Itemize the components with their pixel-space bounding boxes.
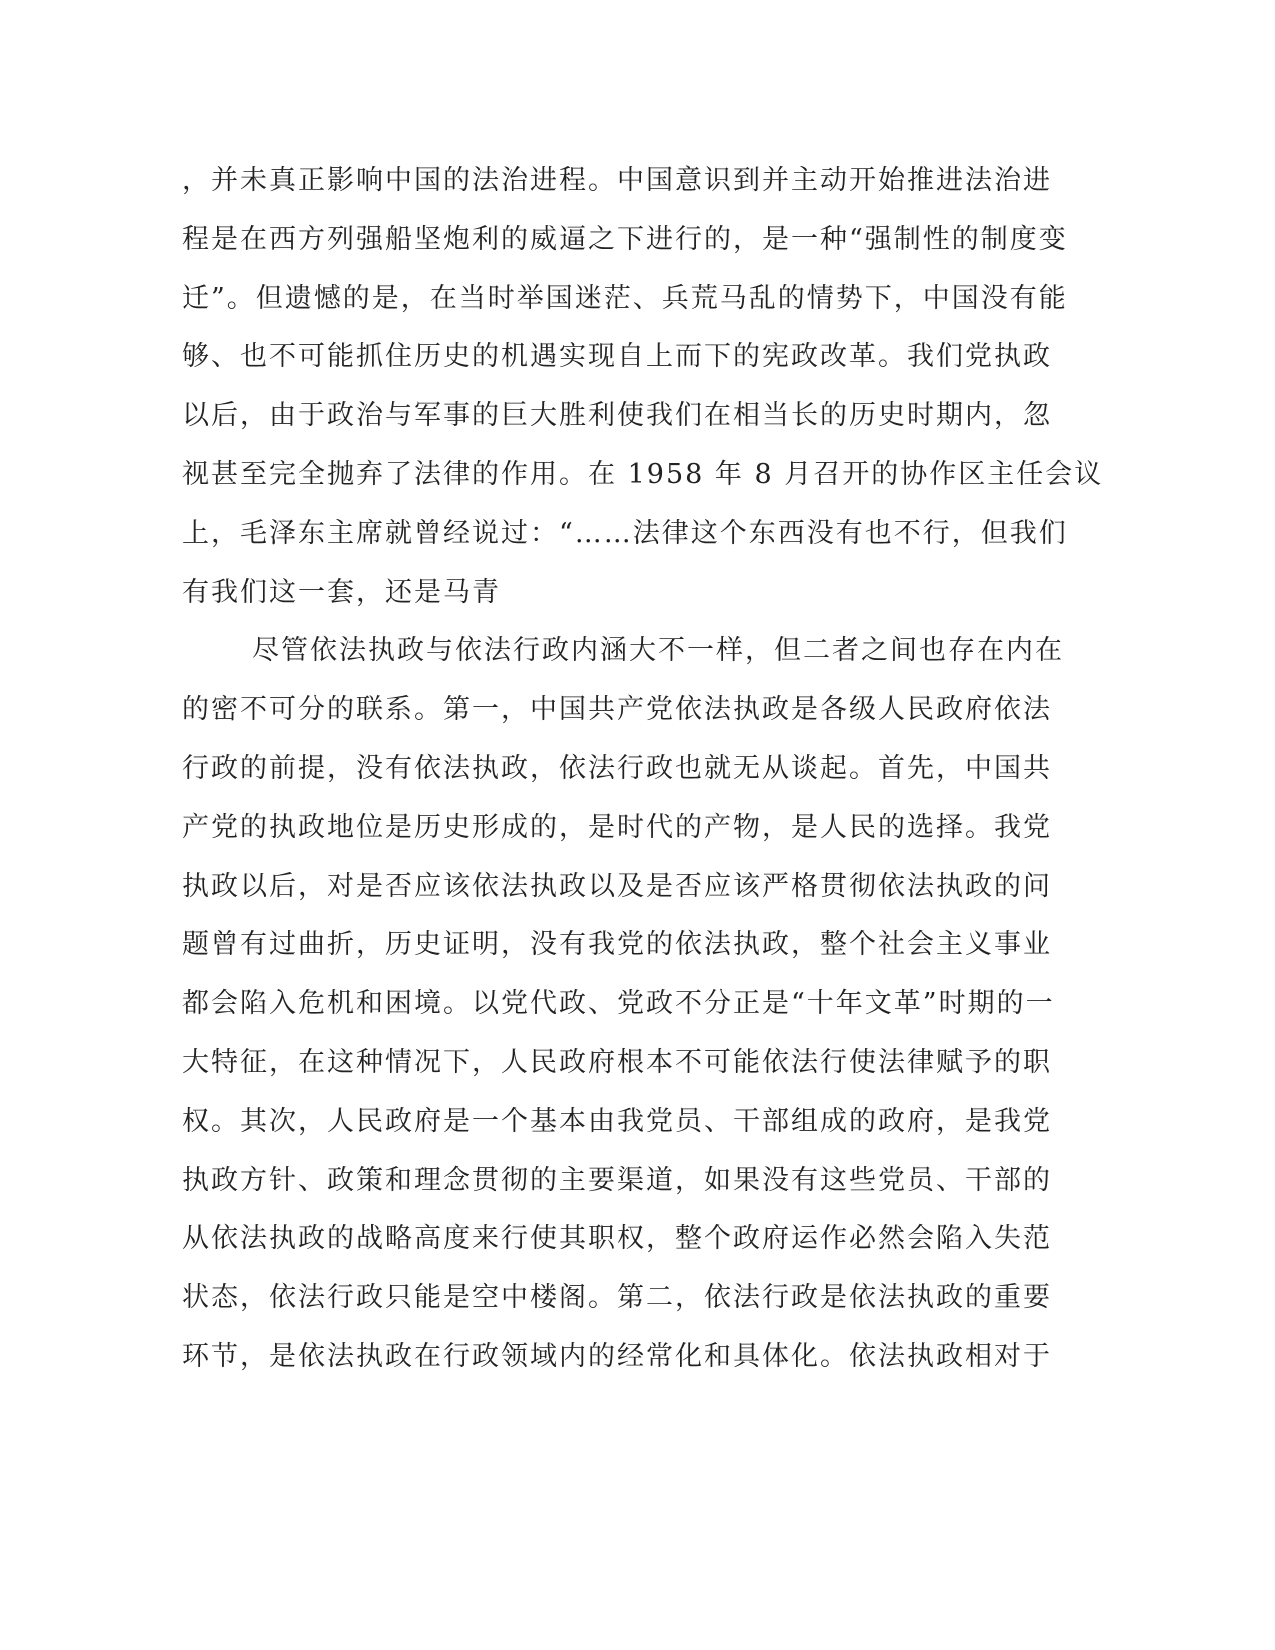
text-line: 以后，由于政治与军事的巨大胜利使我们在相当长的历史时期内，忽 [182,400,1052,432]
text-line: 执政方针、政策和理念贯彻的主要渠道，如果没有这些党员、干部的 [182,1164,1052,1196]
paragraph-2 [182,622,1064,1386]
text-line: 够、也不可能抓住历史的机遇实现自上而下的宪政改革。我们党执政 [182,341,1052,373]
text-line: 视甚至完全抛弃了法律的作用。在 1958 年 8 月召开的协作区主任会议 [182,458,1104,490]
text-line: 权。其次，人民政府是一个基本由我党员、干部组成的政府，是我党 [182,1105,1052,1137]
text-line: 上，毛泽东主席就曾经说过：“……法律这个东西没有也不行，但我们 [182,517,1068,549]
text-line: 迁”。但遗憾的是，在当时举国迷茫、兵荒马乱的情势下，中国没有能 [182,282,1068,314]
text-line: 执政以后，对是否应该依法执政以及是否应该严格贯彻依法执政的问 [182,870,1052,902]
text-line: ，并未真正影响中国的法治进程。中国意识到并主动开始推进法治进 [182,165,1052,196]
text-line: 程是在西方列强船坚炮利的威逼之下进行的，是一种“强制性的制度变 [182,223,1068,255]
text-line: 大特征，在这种情况下，人民政府根本不可能依法行使法律赋予的职 [182,1046,1052,1078]
text-line: 状态，依法行政只能是空中楼阁。第二，依法行政是依法执政的重要 [182,1282,1052,1314]
text-line: 题曾有过曲折，历史证明，没有我党的依法执政，整个社会主义事业 [182,929,1052,961]
paragraph-1 [182,152,1104,622]
text-line: 行政的前提，没有依法执政，依法行政也就无从谈起。首先，中国共 [182,752,1052,784]
text-line: 环节，是依法执政在行政领域内的经常化和具体化。依法执政相对于 [182,1340,1052,1372]
text-line: 从依法执政的战略高度来行使其职权，整个政府运作必然会陷入失范 [182,1223,1052,1255]
text-line: 产党的执政地位是历史形成的，是时代的产物，是人民的选择。我党 [182,811,1052,843]
body-text [182,152,1104,1387]
text-line: 有我们这一套，还是马青 [182,576,501,608]
text-line: 都会陷入危机和困境。以党代政、党政不分正是“十年文革”时期的一 [182,988,1055,1020]
text-line: 尽管依法执政与依法行政内涵大不一样，但二者之间也存在内在 [252,635,1064,667]
text-line: 的密不可分的联系。第一，中国共产党依法执政是各级人民政府依法 [182,694,1052,726]
